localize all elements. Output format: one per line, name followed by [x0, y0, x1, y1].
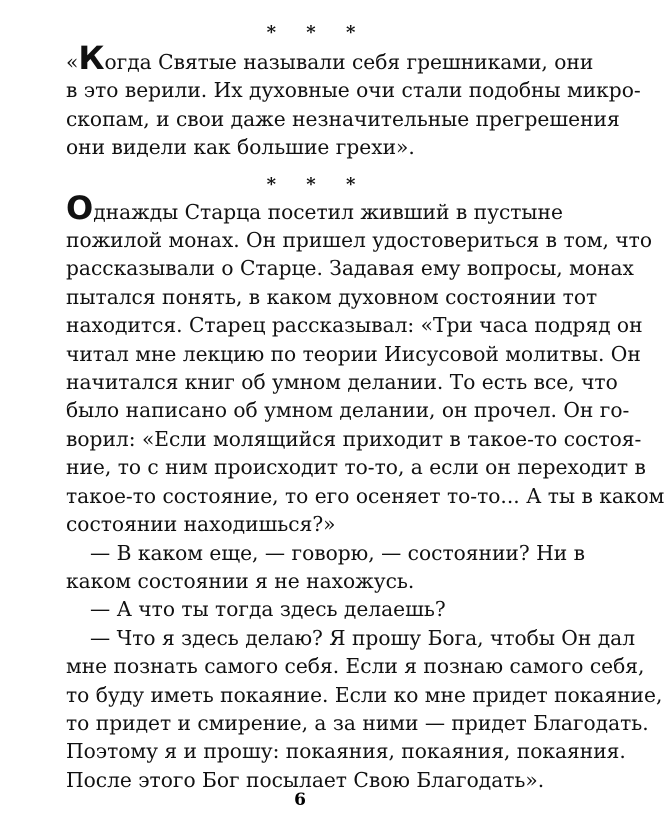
story-paragraph	[66, 188, 664, 539]
story-line: состоянии находишься?»	[66, 512, 336, 537]
dialog-line: мне познать самого себя. Если я познаю самого себя,	[66, 654, 645, 679]
open-quote: «	[66, 50, 79, 74]
story-line: рассказывали о Старце. Задавая ему вопросы, монах	[66, 256, 634, 281]
quote-line-4: они видели как большие грехи».	[66, 135, 415, 160]
dialog-line: то придет и смирение, а за ними — придет Благодать.	[66, 710, 649, 735]
dialog-line: то буду иметь покаяние. Если ко мне придет покаяние,	[66, 682, 663, 707]
page-number: 6	[294, 790, 306, 810]
quote-line-2: в это верили. Их духовные очи стали подобны микро-	[66, 78, 641, 103]
drop-cap-o: О	[66, 188, 94, 227]
dialog-line: — Что я здесь делаю? Я прошу Бога, чтобы Он дал	[90, 625, 636, 650]
story-line: ние, то с ним происходит то-то, а если он переходит в	[66, 455, 646, 480]
dialog-line: — А что ты тогда здесь делаешь?	[90, 597, 446, 622]
dialog-line: — В каком еще, — говорю, — состоянии? Ни в	[90, 540, 585, 565]
quote-paragraph	[66, 39, 641, 162]
drop-cap-k: К	[78, 39, 105, 77]
story-line-1	[66, 188, 563, 227]
quote-line-3: скопам, и свои даже незначительные прегрешения	[66, 106, 620, 131]
dialog-line: каком состоянии я не нахожусь.	[66, 568, 415, 593]
section-divider-2: * * *	[266, 173, 368, 195]
book-page	[66, 20, 664, 794]
story-line: пытался понять, в каком духовном состоянии тот	[66, 284, 598, 309]
dialog-line: Поэтому я и прошу: покаяния, покаяния, покаяния.	[66, 739, 626, 764]
story-line: находится. Старец рассказывал: «Три часа подряд он	[66, 313, 643, 338]
story-line: пожилой монах. Он пришел удостовериться в том, что	[66, 228, 652, 253]
story-line: было написано об умном делании, он прочел. Он го-	[66, 398, 630, 423]
story-line-1-text: днажды Старца посетил живший в пустыне	[93, 199, 563, 224]
dialog-paragraph	[66, 539, 663, 795]
quote-line-1-text: огда Святые называли себя грешниками, они	[104, 50, 594, 74]
quote-line-1	[66, 39, 594, 77]
section-divider-1: * * *	[266, 22, 368, 43]
story-line: читал мне лекцию по теории Иисусовой молитвы. Он	[66, 341, 641, 366]
story-line: ворил: «Если молящийся приходит в такое-то состоя-	[66, 426, 642, 451]
dialog-line: После этого Бог посылает Свою Благодать».	[66, 767, 545, 792]
story-line: такое-то состояние, то его осеняет то-то... А ты в каком	[66, 483, 664, 508]
story-line: начитался книг об умном делании. То есть все, что	[66, 370, 618, 395]
